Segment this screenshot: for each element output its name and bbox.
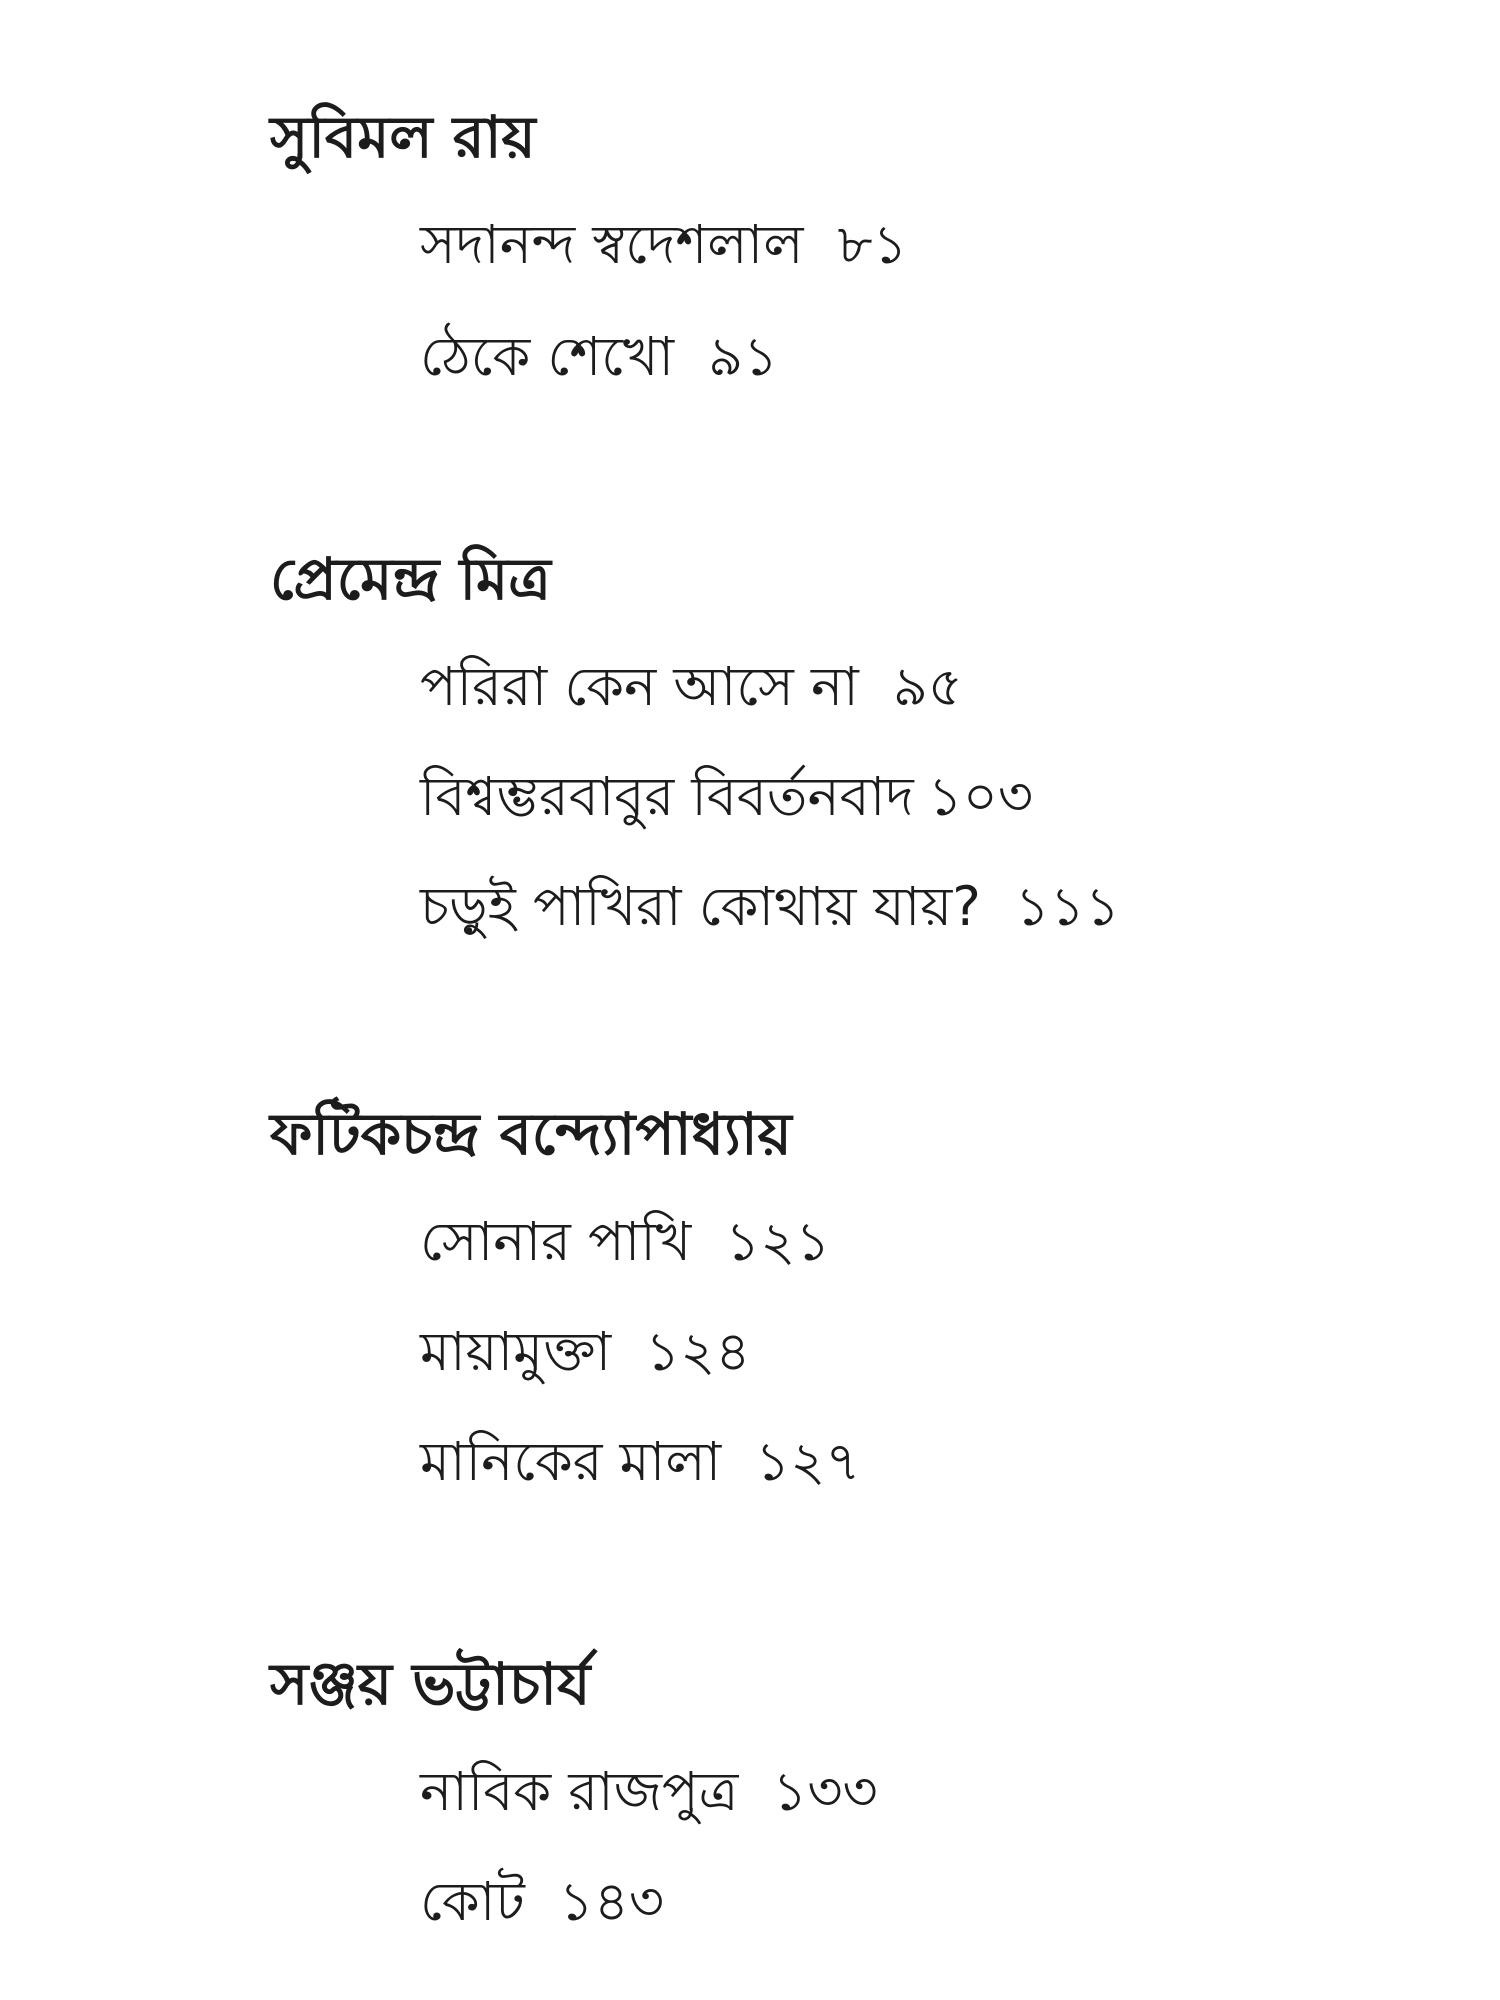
entry-page-number: ১২৭ [755, 1430, 861, 1493]
toc-entry [420, 655, 963, 718]
toc-entry [420, 1430, 861, 1493]
author-name: প্রেমেন্দ্র মিত্র [270, 545, 551, 613]
entry-title: ঠেকে শেখো [420, 325, 675, 388]
entry-page-number: ১২৪ [645, 1320, 751, 1383]
entry-title: চড়ুই পাখিরা কোথায় যায়? [420, 875, 981, 938]
entry-page-number: ১০৩ [927, 765, 1034, 828]
entry-title: সোনার পাখি [420, 1210, 692, 1273]
toc-entry [420, 765, 1034, 828]
entry-page-number: ১১১ [1014, 875, 1121, 938]
entry-title: নাবিক রাজপুত্র [420, 1760, 739, 1823]
entry-page-number: ১৩৩ [772, 1760, 878, 1823]
entry-page-number: ১৪৩ [558, 1870, 664, 1933]
toc-entry [420, 1870, 664, 1933]
author-name: সুবিমল রায় [270, 103, 536, 171]
toc-entry [420, 1210, 831, 1273]
entry-title: পরিরা কেন আসে না [420, 655, 859, 718]
toc-entry [420, 213, 908, 276]
toc-entry [420, 325, 779, 388]
entry-title: কোট [420, 1870, 525, 1933]
entry-title: বিশ্বম্ভরবাবুর বিবর্তনবাদ [420, 765, 914, 828]
entry-page-number: ৯১ [708, 325, 779, 388]
toc-entry [420, 1320, 751, 1383]
toc-entry [420, 1760, 878, 1823]
entry-title: সদানন্দ স্বদেশলাল [420, 213, 804, 276]
toc-entry [420, 875, 1121, 938]
entry-page-number: ৯৫ [892, 655, 963, 718]
entry-page-number: ৮১ [837, 213, 908, 276]
entry-title: মানিকের মালা [420, 1430, 722, 1493]
entry-title: মায়ামুক্তা [420, 1320, 612, 1383]
author-name: ফটিকচন্দ্র বন্দ্যোপাধ্যায় [270, 1100, 792, 1168]
entry-page-number: ১২১ [725, 1210, 831, 1273]
author-name: সঞ্জয় ভট্টাচার্য [270, 1650, 591, 1718]
